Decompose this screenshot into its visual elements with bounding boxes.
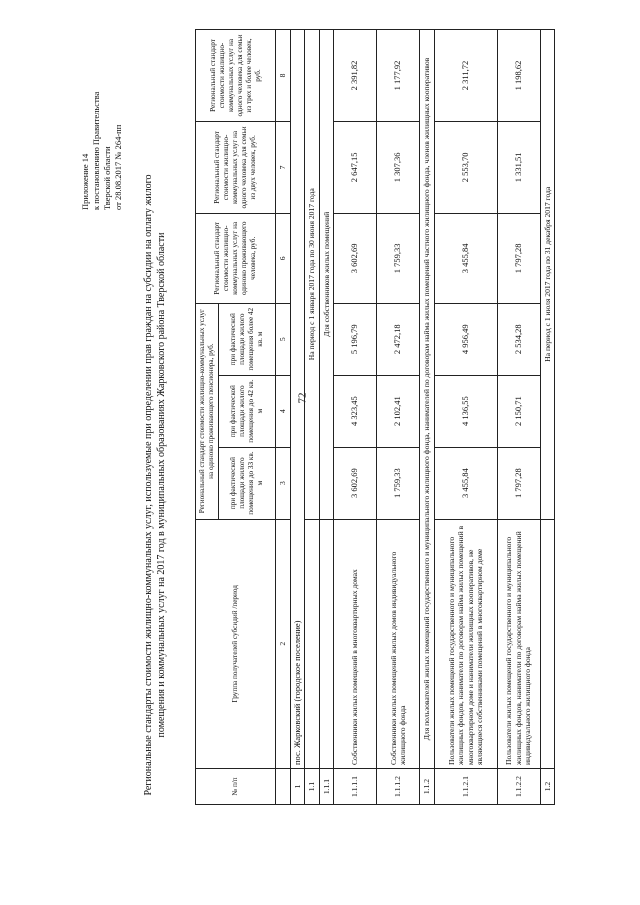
value-cell: 4 956,49: [434, 303, 497, 375]
value-cell: 1 797,28: [497, 213, 540, 303]
appendix-block: [80, 20, 124, 210]
row-num: 1.1: [305, 769, 320, 805]
header-single: Региональный стандарт стоимости жилищно-коммунальных услуг на одиноко проживающего человека, руб.: [196, 213, 276, 303]
value-cell: 3 602,69: [334, 447, 377, 519]
row-num: 1.1.1.2: [377, 769, 420, 805]
table-row: [497, 30, 540, 805]
table-row: [319, 30, 334, 805]
col-number: 7: [276, 121, 291, 213]
header-two: Региональный стандарт стоимости жилищно-коммунальных услуг на одного человека для семьи из двух человек, руб.: [196, 121, 276, 213]
col-number: 6: [276, 213, 291, 303]
document-title: Региональные стандарты стоимости жилищно-коммунальных услуг, используемые при определении прав граждан на субсидии на оплату жилого помещения и коммунальных услуг на 2017 год в муниципальных образованиях Жарковского района Тверской области: [143, 174, 167, 796]
value-cell: 3 602,69: [334, 213, 377, 303]
section-label: Для пользователей жилых помещений государственного и муниципального жилищного фонда, нанимателей по договорам найма жилых помещений частного жилищного фонда, членов жилищных кооперативов: [420, 30, 435, 769]
col-number: 4: [276, 375, 291, 447]
row-num: 1.2: [540, 769, 555, 805]
value-cell: 2 150,71: [497, 375, 540, 447]
table-row: [305, 30, 320, 805]
header-group: Группа получателей субсидий /период: [196, 519, 276, 769]
appendix-line: Приложение 14: [80, 153, 90, 210]
value-cell: 2 534,28: [497, 303, 540, 375]
period-label: На период с 1 января 2017 года по 30 июня 2017 года: [305, 30, 320, 520]
table-row: [420, 30, 435, 805]
appendix-line: к постановлению Правительства: [91, 91, 101, 210]
value-cell: 1 177,92: [377, 30, 420, 122]
row-label: Пользователи жилых помещений государственного и муниципального жилищных фондов, наниматели по договорам найма жилых помещений индивидуального жилищного фонда: [497, 519, 540, 769]
row-label: пос. Жарковский (городское поселение): [290, 30, 305, 769]
value-cell: 1 198,62: [497, 30, 540, 122]
column-numbers-row: [276, 30, 291, 805]
value-cell: 2 553,70: [434, 121, 497, 213]
value-cell: 2 311,72: [434, 30, 497, 122]
value-cell: 2 102,41: [377, 375, 420, 447]
value-cell: 1 331,51: [497, 121, 540, 213]
col-number: 3: [276, 447, 291, 519]
value-cell: 2 391,82: [334, 30, 377, 122]
value-cell: 2 472,18: [377, 303, 420, 375]
row-num: 1.1.1.1: [334, 769, 377, 805]
value-cell: 3 455,84: [434, 213, 497, 303]
value-cell: 1 759,33: [377, 447, 420, 519]
table-row: [377, 30, 420, 805]
value-cell: 5 196,79: [334, 303, 377, 375]
row-label: Пользователи жилых помещений государственного и муниципального жилищных фондов, наниматели по договорам найма жилых помещений в многоквартирном доме и наниматели жилищных кооперативов, не являющиеся собственниками помещений в многоквартирном доме: [434, 519, 497, 769]
appendix-line: от 28.08.2017 № 264-пп: [113, 124, 123, 210]
value-cell: 1 797,28: [497, 447, 540, 519]
header-p42plus: при фактической площади жилого помещения более 42 кв. м: [219, 303, 276, 375]
header-num: № п/п: [196, 769, 276, 805]
value-cell: 2 647,15: [334, 121, 377, 213]
header-pensioner: Региональный стандарт стоимости жилищно-коммунальных услуг на одиноко проживающего пенсионера, руб.: [196, 303, 219, 519]
row-num: 1.1.1: [319, 769, 334, 805]
section-label: Для собственников жилых помещений: [319, 30, 334, 520]
value-cell: 4 136,55: [434, 375, 497, 447]
table-row: [434, 30, 497, 805]
value-cell: 4 323,45: [334, 375, 377, 447]
period-label: На период с 1 июля 2017 года по 31 декабря 2017 года: [540, 30, 555, 520]
row-num: 1.1.2.2: [497, 769, 540, 805]
standards-table: [195, 29, 555, 805]
col-number: 5: [276, 303, 291, 375]
value-cell: 1 307,36: [377, 121, 420, 213]
col-number: 2: [276, 519, 291, 769]
value-cell: 3 455,84: [434, 447, 497, 519]
row-label: Собственники жилых помещений жилых домов индивидуального жилищного фонда: [377, 519, 420, 769]
value-cell: 1 759,33: [377, 213, 420, 303]
page-number: 72: [296, 392, 309, 404]
col-number: 8: [276, 30, 291, 122]
header-p42: при фактической площади жилого помещения до 42 кв. м: [219, 375, 276, 447]
table-row: [290, 30, 305, 805]
row-label: Собственники жилых помещений в многоквартирных домах: [334, 519, 377, 769]
row-num: 1.1.2: [420, 769, 435, 805]
header-p33: при фактической площади жилого помещения до 33 кв. м: [219, 447, 276, 519]
header-three: Региональный стандарт стоимости жилищно-коммунальных услуг на одного человека для семьи из трех и более человек, руб.: [196, 30, 276, 122]
header-row: [196, 30, 219, 805]
row-num: 1.1.2.1: [434, 769, 497, 805]
table-row: [334, 30, 377, 805]
appendix-line: Тверской области: [102, 146, 112, 210]
table-row: [540, 30, 555, 805]
row-num: 1: [290, 769, 305, 805]
